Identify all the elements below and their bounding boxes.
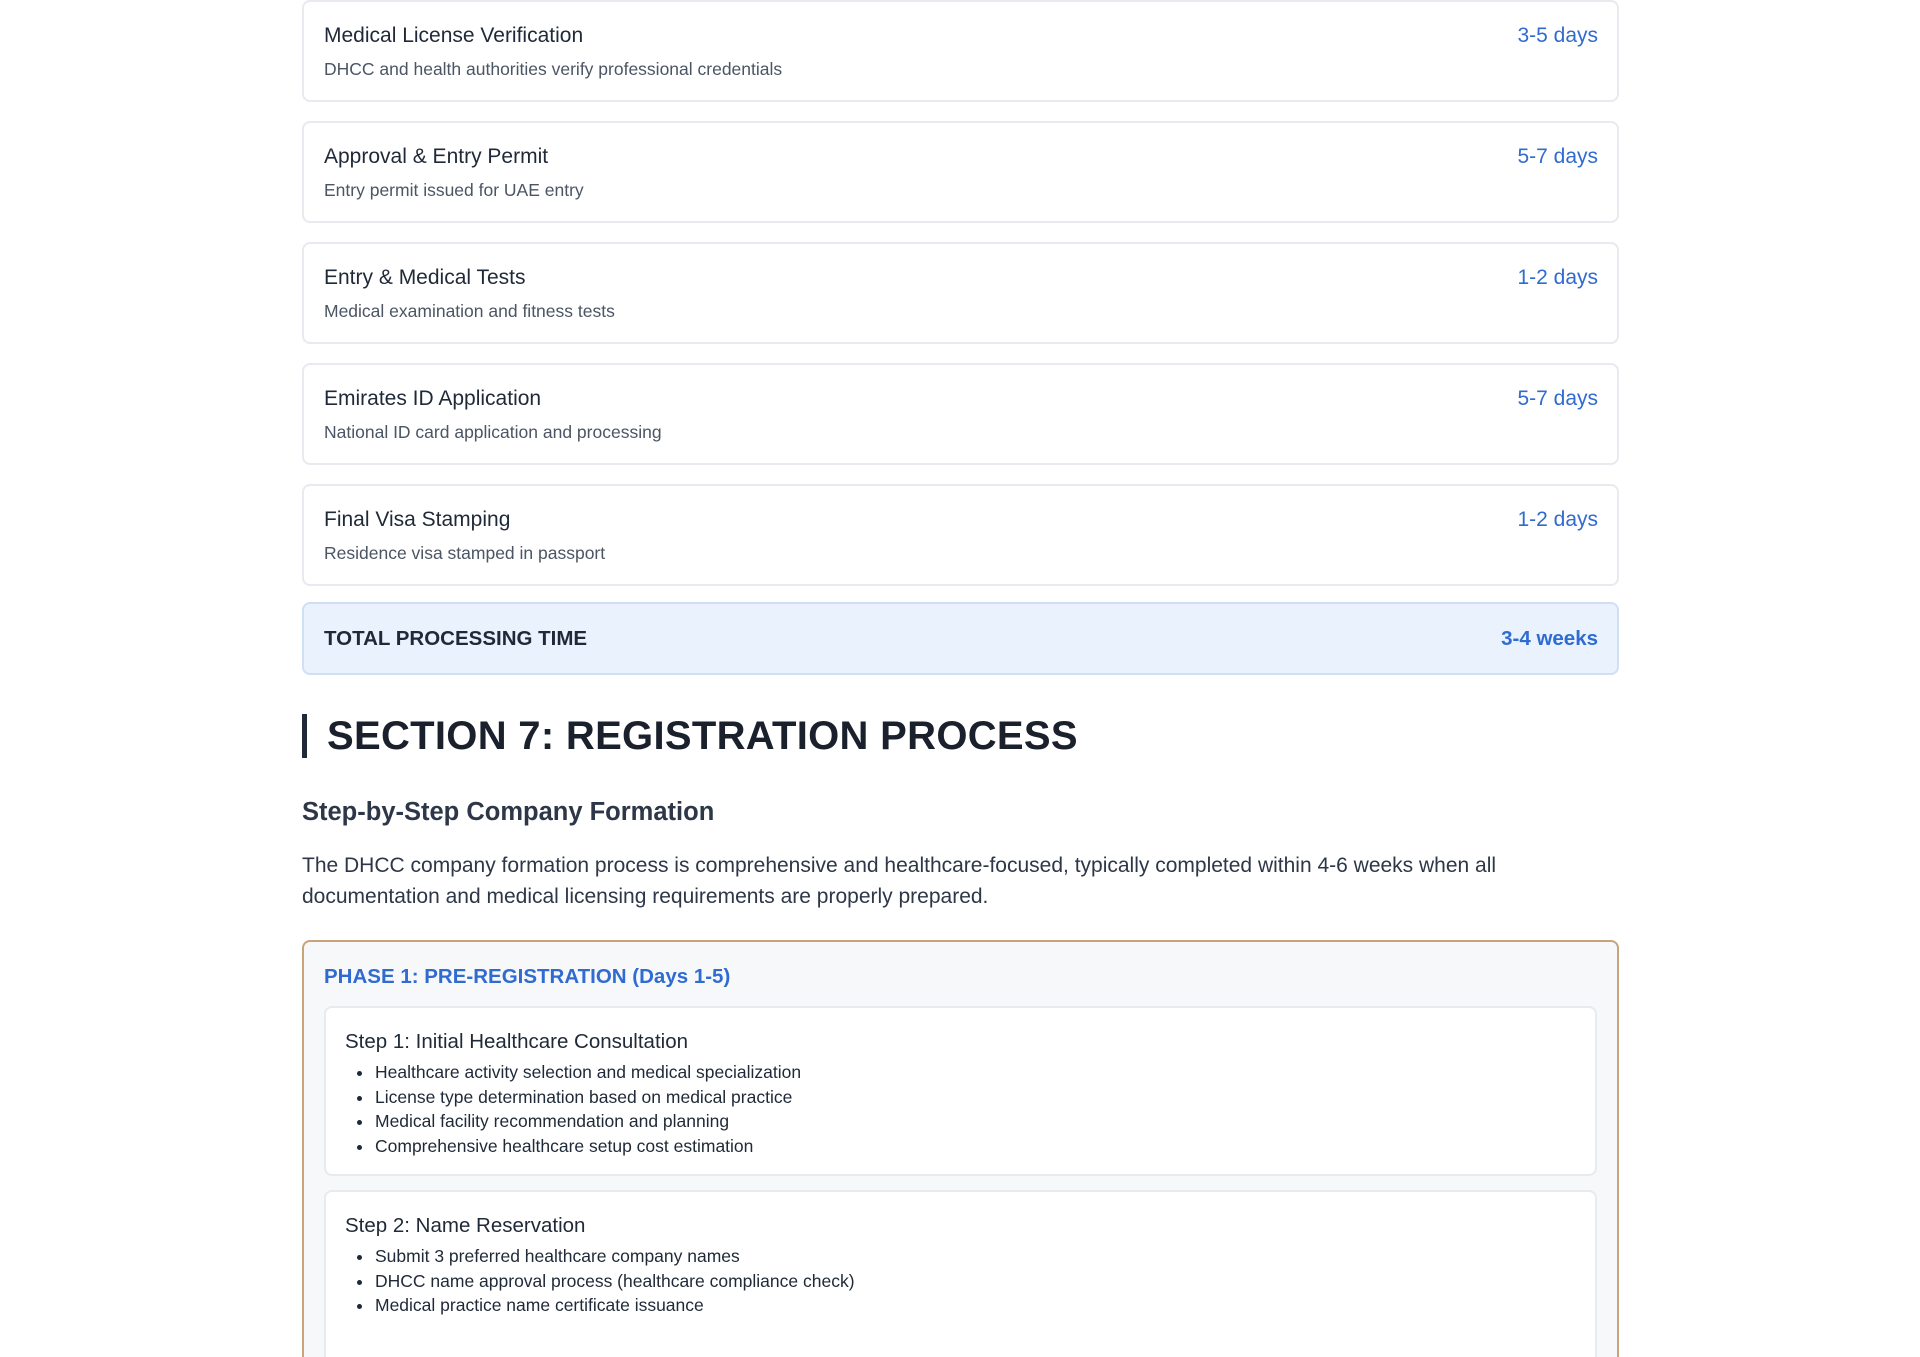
step-card-1: [324, 1006, 1597, 1176]
timeline-item-emirates-id: [302, 363, 1619, 465]
step-title: Step 2: Name Reservation: [345, 1214, 586, 1237]
total-label: TOTAL PROCESSING TIME: [324, 627, 588, 650]
timeline-item-title: Entry & Medical Tests: [324, 266, 526, 289]
timeline-item-duration: 1-2 days: [1517, 508, 1598, 531]
timeline-item-title: Emirates ID Application: [324, 387, 542, 410]
step-card-2: [324, 1190, 1597, 1357]
list-item: • Medical practice name certificate issuance: [374, 1293, 855, 1318]
list-item: • DHCC name approval process (healthcare compliance check): [374, 1269, 855, 1294]
timeline-item-duration: 5-7 days: [1517, 145, 1598, 168]
timeline-item-title: Medical License Verification: [324, 24, 584, 47]
timeline-item-description: DHCC and health authorities verify professional credentials: [324, 59, 783, 79]
step-bullet-list: [374, 1244, 855, 1318]
list-item: • Medical facility recommendation and planning: [374, 1109, 801, 1134]
list-item: • Comprehensive healthcare setup cost estimation: [374, 1134, 801, 1159]
subheading: Step-by-Step Company Formation: [302, 798, 715, 826]
timeline-item-description: Medical examination and fitness tests: [324, 301, 615, 321]
timeline-item-description: Residence visa stamped in passport: [324, 543, 606, 563]
list-item: • Healthcare activity selection and medical specialization: [374, 1060, 801, 1085]
list-item: • Submit 3 preferred healthcare company names: [374, 1244, 855, 1269]
timeline-item-duration: 1-2 days: [1517, 266, 1598, 289]
timeline-item-license-verification: [302, 0, 1619, 102]
total-processing-time: [302, 602, 1619, 675]
timeline-item-title: Approval & Entry Permit: [324, 145, 549, 168]
step-bullet-list: [374, 1060, 801, 1158]
total-value: 3-4 weeks: [1501, 627, 1598, 650]
timeline-item-visa-stamping: [302, 484, 1619, 586]
intro-paragraph: The DHCC company formation process is comprehensive and healthcare-focused, typically completed within 4-6 weeks when all documentation and medical licensing requirements are properly prepared.: [302, 854, 1497, 908]
section-heading: SECTION 7: REGISTRATION PROCESS: [302, 714, 1619, 758]
timeline-item-title: Final Visa Stamping: [324, 508, 511, 531]
timeline-item-entry-permit: [302, 121, 1619, 223]
phase-title: PHASE 1: PRE-REGISTRATION (Days 1-5): [324, 965, 731, 988]
timeline-item-duration: 5-7 days: [1517, 387, 1598, 410]
timeline-item-duration: 3-5 days: [1517, 24, 1598, 47]
step-title: Step 1: Initial Healthcare Consultation: [345, 1030, 689, 1053]
list-item: • License type determination based on medical practice: [374, 1085, 801, 1110]
timeline-item-medical-tests: [302, 242, 1619, 344]
timeline-item-description: National ID card application and processing: [324, 422, 662, 442]
timeline-item-description: Entry permit issued for UAE entry: [324, 180, 584, 200]
phase-1-box: [302, 940, 1619, 1357]
